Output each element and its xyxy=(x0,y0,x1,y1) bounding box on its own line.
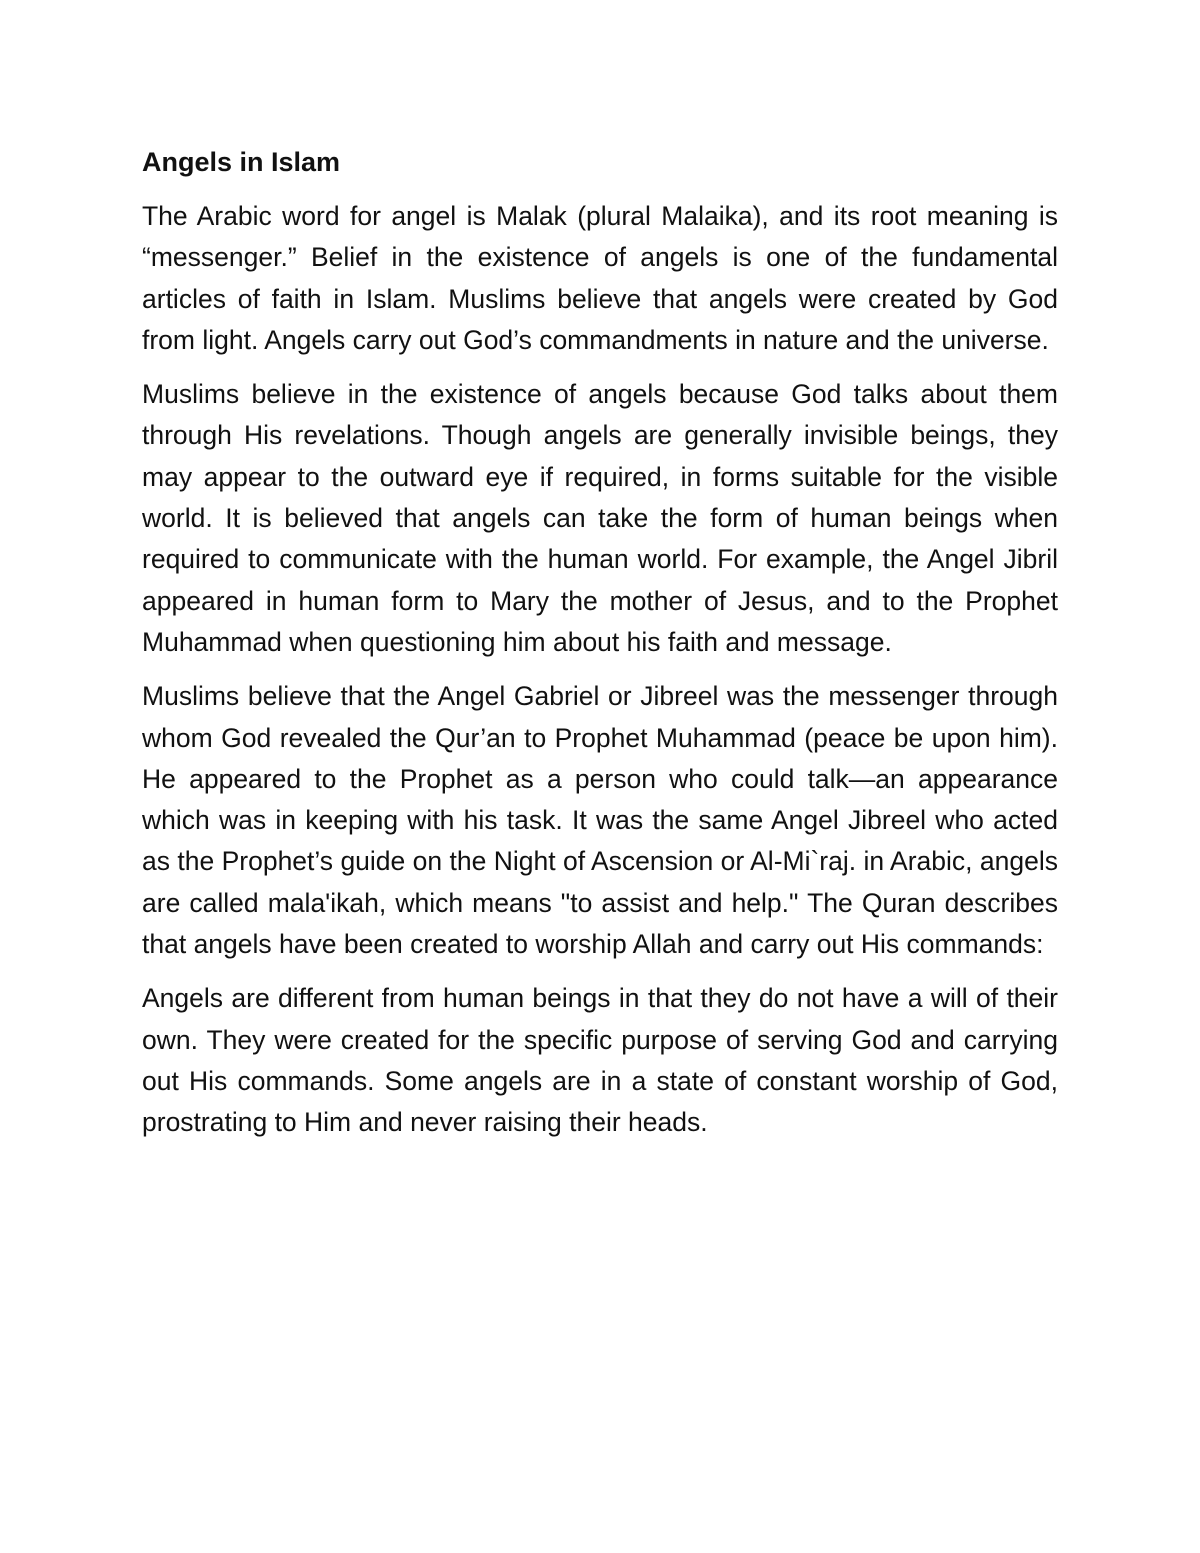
paragraph-3: Muslims believe that the Angel Gabriel or Jibreel was the messenger through whom God revealed the Qur’an to Prophet Muhammad (peace be upon him). He appeared to the Prophet as a person who could talk—an appearance which was in keeping with his task. It was the same Angel Jibreel who acted as the Prophet’s guide on the Night of Ascension or Al-Mi`raj. in Arabic, angels are called mala'ikah, which means "to assist and help." The Quran describes that angels have been created to worship Allah and carry out His commands: xyxy=(142,681,1058,960)
paragraph-1: The Arabic word for angel is Malak (plural Malaika), and its root meaning is “messenger.” Belief in the existence of angels is one of the fundamental articles of faith in Islam. Muslims believe that angels were created by God from light. Angels carry out God’s commandments in nature and the universe. xyxy=(142,201,1058,355)
document-title: Angels in Islam xyxy=(142,147,341,177)
paragraph-4: Angels are different from human beings in that they do not have a will of their own. They were created for the specific purpose of serving God and carrying out His commands. Some angels are in a state of constant worship of God, prostrating to Him and never raising their heads. xyxy=(142,983,1058,1138)
document-page xyxy=(142,140,1058,1157)
paragraph-2: Muslims believe in the existence of angels because God talks about them through His revelations. Though angels are generally invisible beings, they may appear to the outward eye if required, in forms suitable for the visible world. It is believed that angels can take the form of human beings when required to communicate with the human world. For example, the Angel Jibril appeared in human form to Mary the mother of Jesus, and to the Prophet Muhammad when questioning him about his faith and message. xyxy=(142,379,1058,657)
